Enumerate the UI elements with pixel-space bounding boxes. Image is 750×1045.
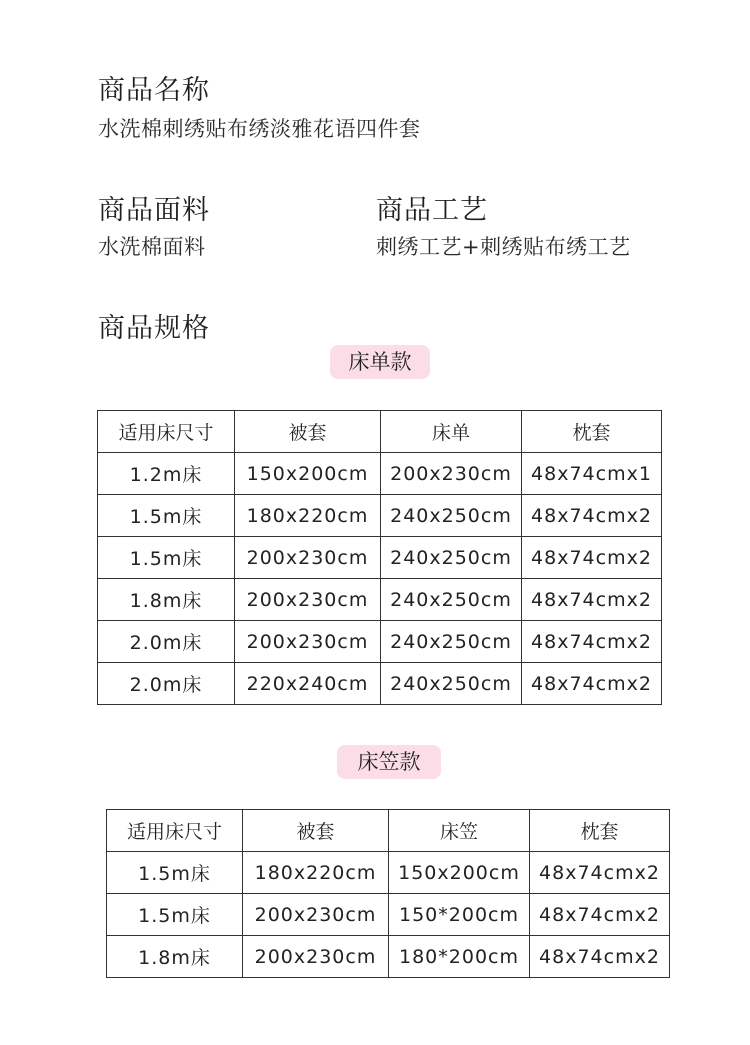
table-header-row	[107, 810, 670, 852]
header-duvet-cover: 被套	[243, 810, 389, 852]
duvet-cover-cell: 180x220cm	[243, 852, 389, 894]
header-duvet-cover: 被套	[235, 411, 381, 453]
product-name-heading: 商品名称	[98, 75, 210, 106]
pillowcase-cell: 48x74cmx2	[522, 663, 662, 705]
table-row	[107, 894, 670, 936]
duvet-cover-cell: 200x230cm	[235, 621, 381, 663]
fabric-heading: 商品面料	[98, 195, 210, 226]
sheet-cell: 240x250cm	[381, 621, 522, 663]
fitted-style-table	[106, 809, 670, 978]
pillowcase-cell: 48x74cmx1	[522, 453, 662, 495]
spec-heading: 商品规格	[98, 313, 210, 344]
sheet-style-label: 床单款	[330, 345, 430, 379]
table-row	[98, 621, 662, 663]
bed-size-cell: 1.5m床	[98, 537, 235, 579]
fabric-value: 水洗棉面料	[98, 235, 206, 259]
duvet-cover-cell: 200x230cm	[243, 936, 389, 978]
bed-size-cell: 2.0m床	[98, 621, 235, 663]
duvet-cover-cell: 200x230cm	[243, 894, 389, 936]
table-row	[107, 852, 670, 894]
duvet-cover-cell: 200x230cm	[235, 537, 381, 579]
pillowcase-cell: 48x74cmx2	[530, 894, 670, 936]
table-row	[98, 537, 662, 579]
pillowcase-cell: 48x74cmx2	[530, 852, 670, 894]
bed-size-cell: 1.2m床	[98, 453, 235, 495]
header-sheet: 床单	[381, 411, 522, 453]
craft-heading: 商品工艺	[376, 195, 488, 226]
table-row	[98, 663, 662, 705]
pillowcase-cell: 48x74cmx2	[522, 537, 662, 579]
pillowcase-cell: 48x74cmx2	[522, 495, 662, 537]
fitted-style-label: 床笠款	[337, 745, 441, 779]
table-row	[98, 453, 662, 495]
bed-size-cell: 1.5m床	[98, 495, 235, 537]
table-header-row	[98, 411, 662, 453]
pillowcase-cell: 48x74cmx2	[530, 936, 670, 978]
header-bed-size: 适用床尺寸	[98, 411, 235, 453]
duvet-cover-cell: 200x230cm	[235, 579, 381, 621]
header-fitted-sheet: 床笠	[389, 810, 530, 852]
pillowcase-cell: 48x74cmx2	[522, 579, 662, 621]
table-row	[98, 495, 662, 537]
header-bed-size: 适用床尺寸	[107, 810, 243, 852]
sheet-cell: 240x250cm	[381, 495, 522, 537]
bed-size-cell: 1.5m床	[107, 852, 243, 894]
header-pillowcase: 枕套	[530, 810, 670, 852]
bed-size-cell: 1.8m床	[107, 936, 243, 978]
fitted-sheet-cell: 150*200cm	[389, 894, 530, 936]
sheet-cell: 240x250cm	[381, 537, 522, 579]
duvet-cover-cell: 180x220cm	[235, 495, 381, 537]
fitted-sheet-cell: 150x200cm	[389, 852, 530, 894]
craft-value: 刺绣工艺+刺绣贴布绣工艺	[376, 235, 631, 259]
duvet-cover-cell: 220x240cm	[235, 663, 381, 705]
sheet-cell: 240x250cm	[381, 663, 522, 705]
product-name-value: 水洗棉刺绣贴布绣淡雅花语四件套	[98, 117, 421, 141]
table-row	[98, 579, 662, 621]
bed-size-cell: 2.0m床	[98, 663, 235, 705]
fitted-sheet-cell: 180*200cm	[389, 936, 530, 978]
bed-size-cell: 1.8m床	[98, 579, 235, 621]
pillowcase-cell: 48x74cmx2	[522, 621, 662, 663]
table-row	[107, 936, 670, 978]
sheet-cell: 240x250cm	[381, 579, 522, 621]
sheet-style-table	[97, 410, 662, 705]
duvet-cover-cell: 150x200cm	[235, 453, 381, 495]
header-pillowcase: 枕套	[522, 411, 662, 453]
bed-size-cell: 1.5m床	[107, 894, 243, 936]
sheet-cell: 200x230cm	[381, 453, 522, 495]
